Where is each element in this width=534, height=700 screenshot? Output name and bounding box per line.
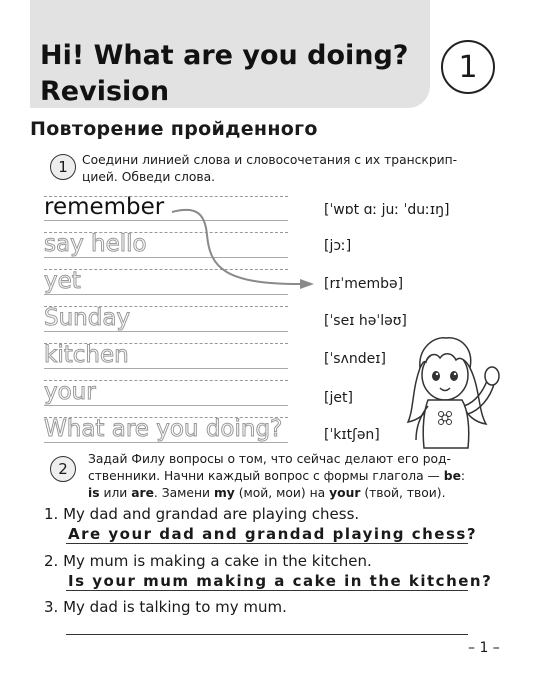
answer-text[interactable]: Is your mum making a cake in the kitchen? <box>68 572 493 590</box>
keyword-is: is <box>88 486 100 500</box>
answer-line <box>66 543 468 544</box>
trace-word[interactable]: kitchen <box>44 342 129 368</box>
transcription: [rɪˈmembə] <box>324 276 404 292</box>
instruction-text: . Замени <box>153 486 214 500</box>
keyword-your: your <box>329 486 361 500</box>
instruction-line: цией. Обведи слова. <box>82 170 216 184</box>
transcription: [ˈsʌndeɪ] <box>324 351 386 367</box>
trace-word[interactable]: What are you doing? <box>44 416 283 442</box>
instruction-text: (мой, мои) на <box>234 486 330 500</box>
transcription: [jɔː] <box>324 238 352 254</box>
trace-word[interactable]: Sunday <box>44 305 131 331</box>
instruction-line <box>88 485 465 502</box>
answer-line <box>66 590 468 591</box>
instruction-text: ственники. Начни каждый вопрос с формы глагола — <box>88 469 444 483</box>
instruction-line: Соедини линией слова и словосочетания с их транскрип- <box>82 153 458 167</box>
exercise-1-number: 1 <box>50 154 76 180</box>
instruction-line: Задай Филу вопросы о том, что сейчас делают его род- <box>88 452 451 466</box>
prompt-sentence: 2. My mum is making a cake in the kitchen. <box>44 552 372 570</box>
transcription: [ˈwɒt ɑː juː ˈduːɪŋ] <box>324 202 450 218</box>
trace-word[interactable]: say hello <box>44 231 147 257</box>
unit-number-badge: 1 <box>441 40 495 94</box>
keyword-my: my <box>213 486 235 500</box>
trace-word[interactable]: yet <box>44 268 81 294</box>
keyword-be: be <box>443 469 461 483</box>
section-title: Повторение пройденного <box>30 118 318 140</box>
exercise-2-instruction <box>88 451 465 502</box>
title-line-2: Revision <box>40 76 170 107</box>
instruction-line <box>88 468 465 485</box>
answer-text[interactable]: Are your dad and grandad playing chess? <box>68 525 478 543</box>
keyword-are: are <box>131 486 154 500</box>
prompt-sentence: 3. My dad is talking to my mum. <box>44 598 287 616</box>
prompt-sentence: 1. My dad and grandad are playing chess. <box>44 505 360 523</box>
girl-illustration <box>398 330 508 455</box>
instruction-text: или <box>99 486 132 500</box>
title-line-1: Hi! What are you doing? <box>40 40 409 71</box>
page-number: – 1 – <box>468 640 500 656</box>
trace-word[interactable]: your <box>44 379 96 405</box>
instruction-text: : <box>460 469 466 483</box>
transcription: [jet] <box>324 390 353 406</box>
exercise-2-number: 2 <box>50 456 76 482</box>
trace-word[interactable]: remember <box>44 194 165 220</box>
transcription: [ˈkɪtʃən] <box>324 427 380 443</box>
transcription: [ˈseɪ həˈləʊ] <box>324 313 407 329</box>
answer-line <box>66 634 468 635</box>
instruction-text: (твой, твои). <box>360 486 446 500</box>
